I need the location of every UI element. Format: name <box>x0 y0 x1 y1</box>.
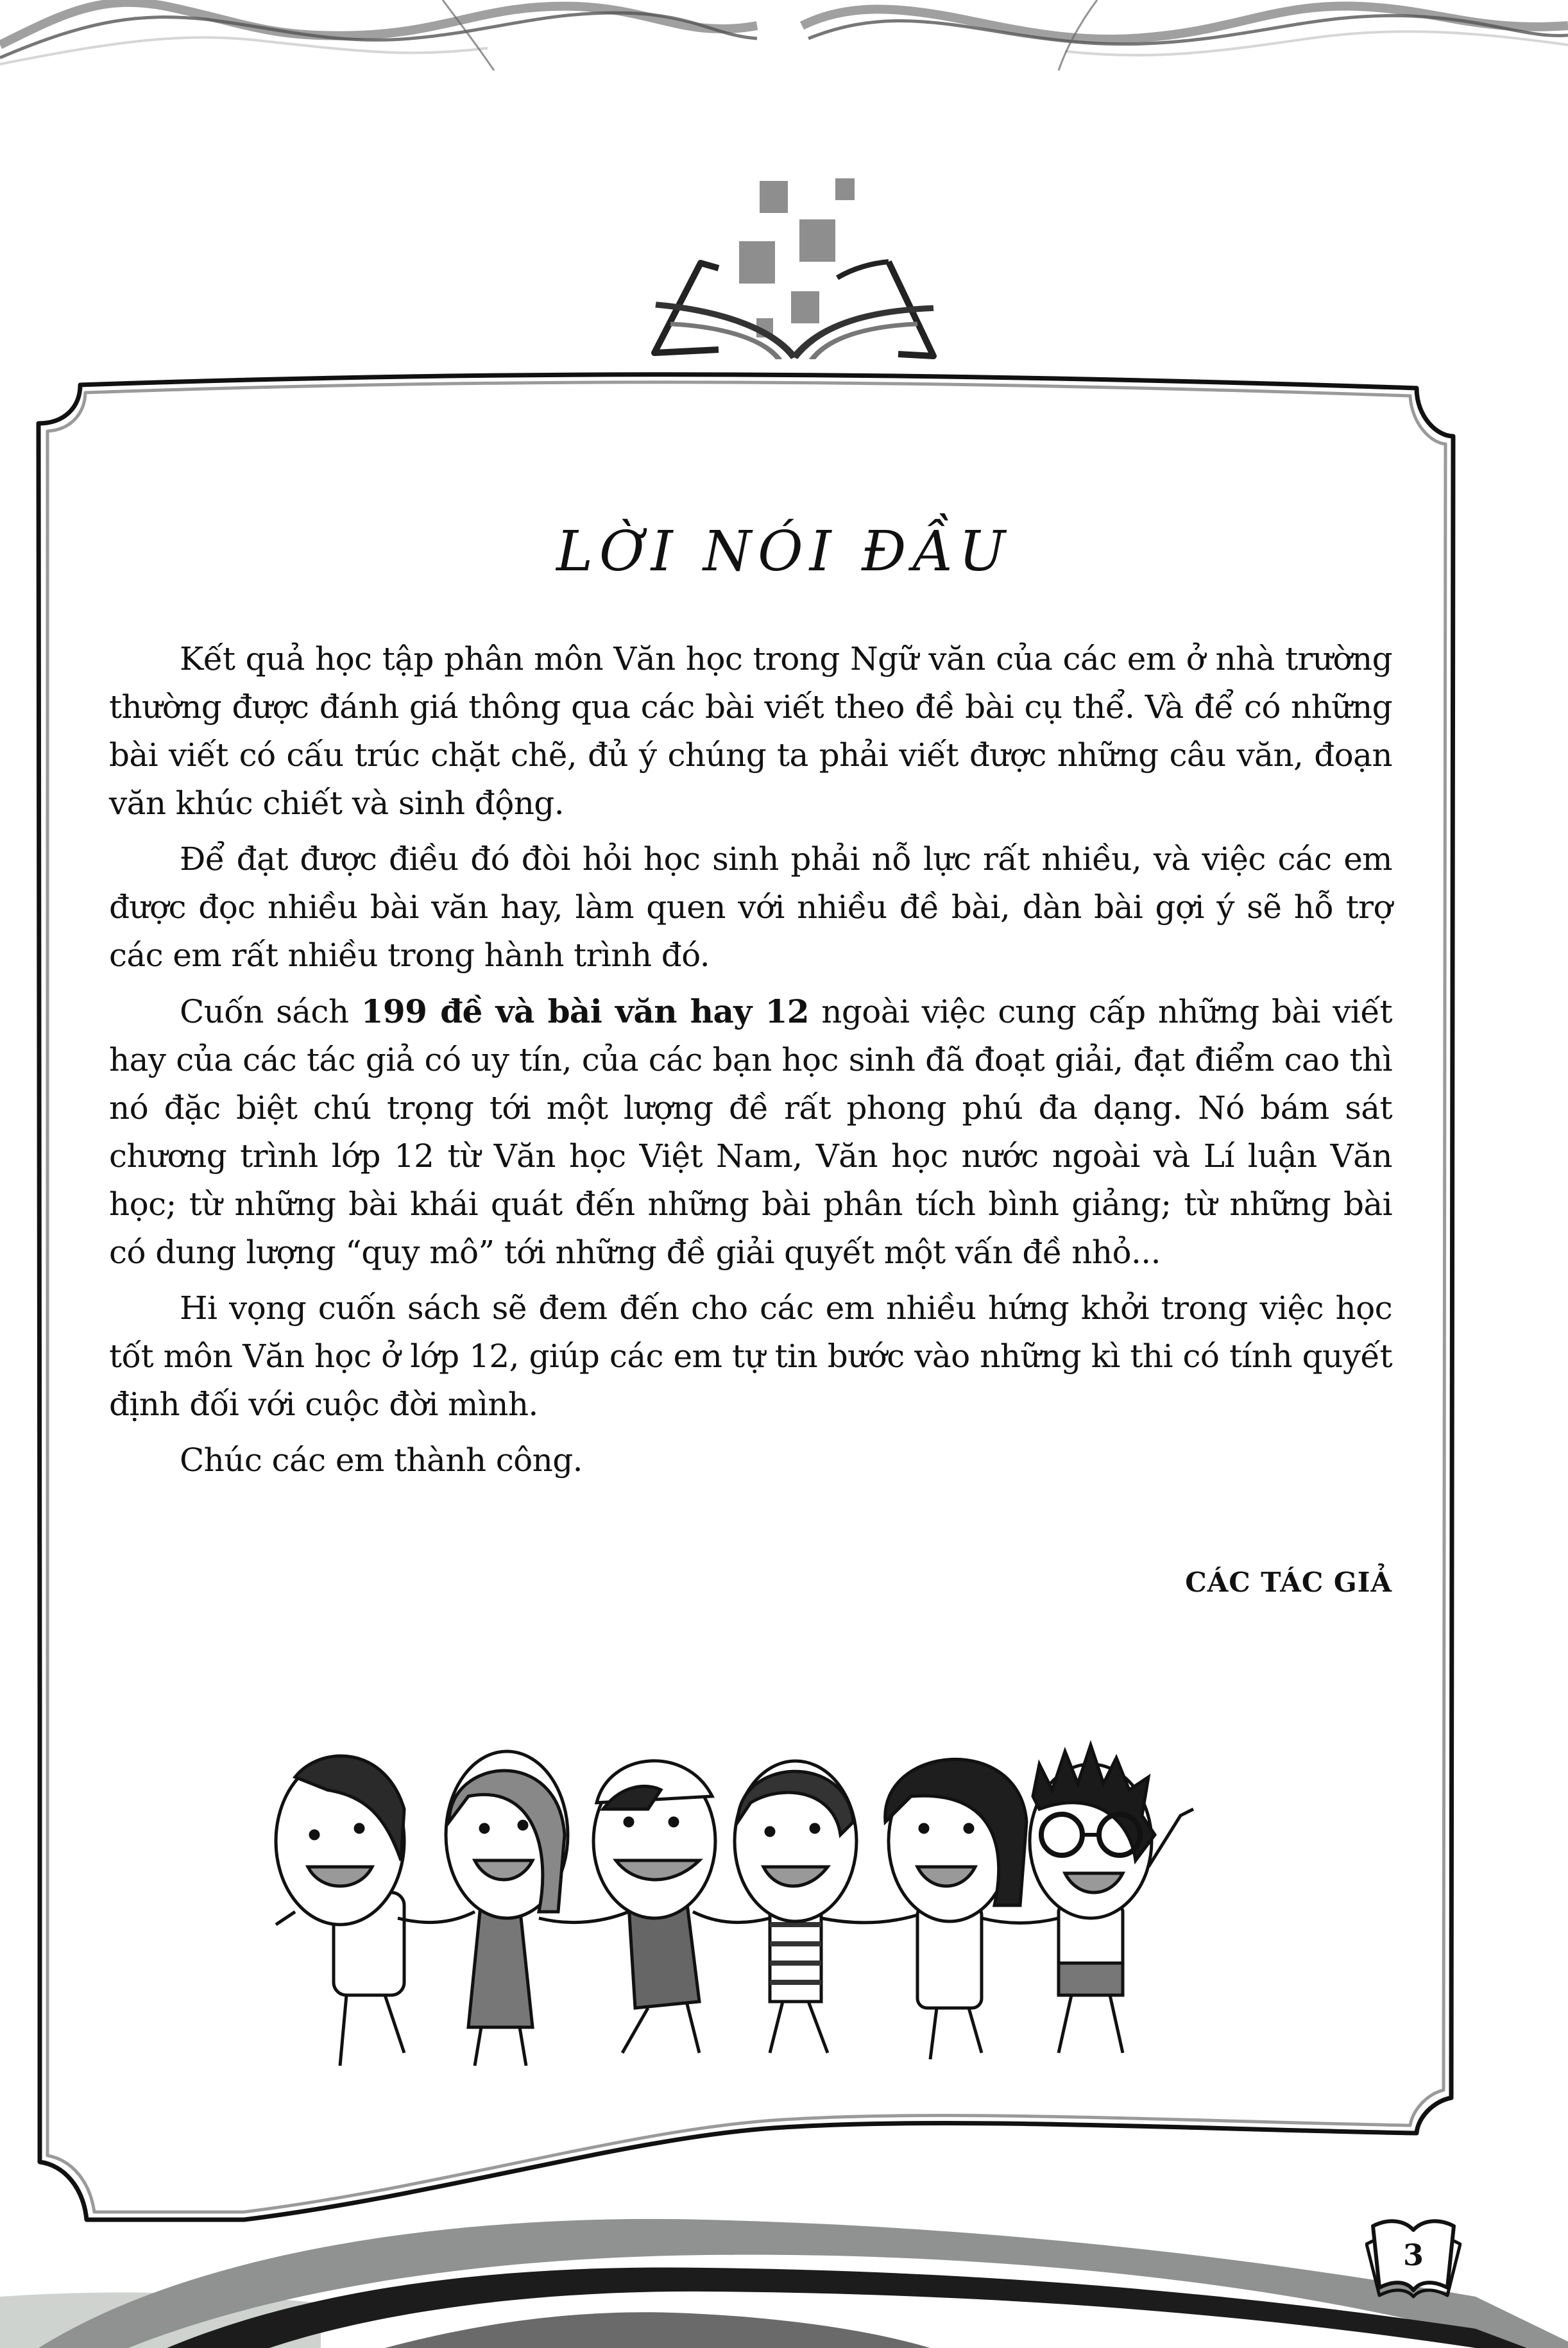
kid-4-striped <box>735 1761 856 2053</box>
signature-authors: CÁC TÁC GIẢ <box>1185 1567 1392 1598</box>
children-illustration <box>237 1719 1367 2079</box>
footer-wave-decoration <box>0 2213 1568 2348</box>
header-wave-decoration <box>0 0 1568 71</box>
paragraph-4: Hi vọng cuốn sách sẽ đem đến cho các em nhiều hứng khởi trong việc học tốt môn Văn học ở lớp 12, giúp các em tự tin bước vào những kì thi có tính quyết định đối với cuộc đời mình. <box>109 1289 1392 1423</box>
paragraph-5: Chúc các em thành công. <box>180 1442 583 1479</box>
paragraph-1: Kết quả học tập phân môn Văn học trong Ngữ văn của các em ở nhà trường thường được đánh giá thông qua các bài viết theo đề bài cụ thể. Và để có những bài viết có cấu trúc chặt chẽ, đủ ý chúng ta phải viết được những câu văn, đoạn văn khúc chiết và sinh động. <box>109 640 1392 822</box>
page-title: LỜI NÓI ĐẦU <box>556 520 1012 584</box>
kid-2 <box>446 1751 568 2066</box>
page-number: 3 <box>1402 2238 1424 2272</box>
kid-5-bob <box>885 1759 1027 2059</box>
kid-3-cap <box>593 1761 715 2053</box>
kid-1 <box>276 1756 404 2066</box>
paragraph-3 <box>109 987 1392 1277</box>
open-book-with-squares-icon <box>616 148 937 359</box>
paragraph-2: Để đạt được điều đó đòi hỏi học sinh phải nỗ lực rất nhiều, và việc các em được đọc nhiều bài văn hay, làm quen với nhiều đề bài, dàn bài gợi ý sẽ hỗ trợ các em rất nhiều trong hành trình đó. <box>109 840 1392 974</box>
kid-6-glasses <box>1030 1745 1193 2053</box>
preface-body <box>109 635 1392 1492</box>
paragraph-3-rest: ngoài việc cung cấp những bài viết hay của các tác giả có uy tín, của các bạn học sinh đã đoạt giải, đạt điểm cao thì nó đặc biệt chú trọng tới một lượng đề rất phong phú đa dạng. Nó bám sát chương trình lớp 12 từ Văn học Việt Nam, Văn học nước ngoài và Lí luận Văn học; từ những bài khái quát đến những bài phân tích bình giảng; từ những bài có dung lượng “quy mô” tới những đề giải quyết một vấn đề nhỏ... <box>109 993 1392 1271</box>
paragraph-3-lead: Cuốn sách <box>180 993 361 1030</box>
book-title-bold: 199 đề và bài văn hay 12 <box>361 992 809 1030</box>
